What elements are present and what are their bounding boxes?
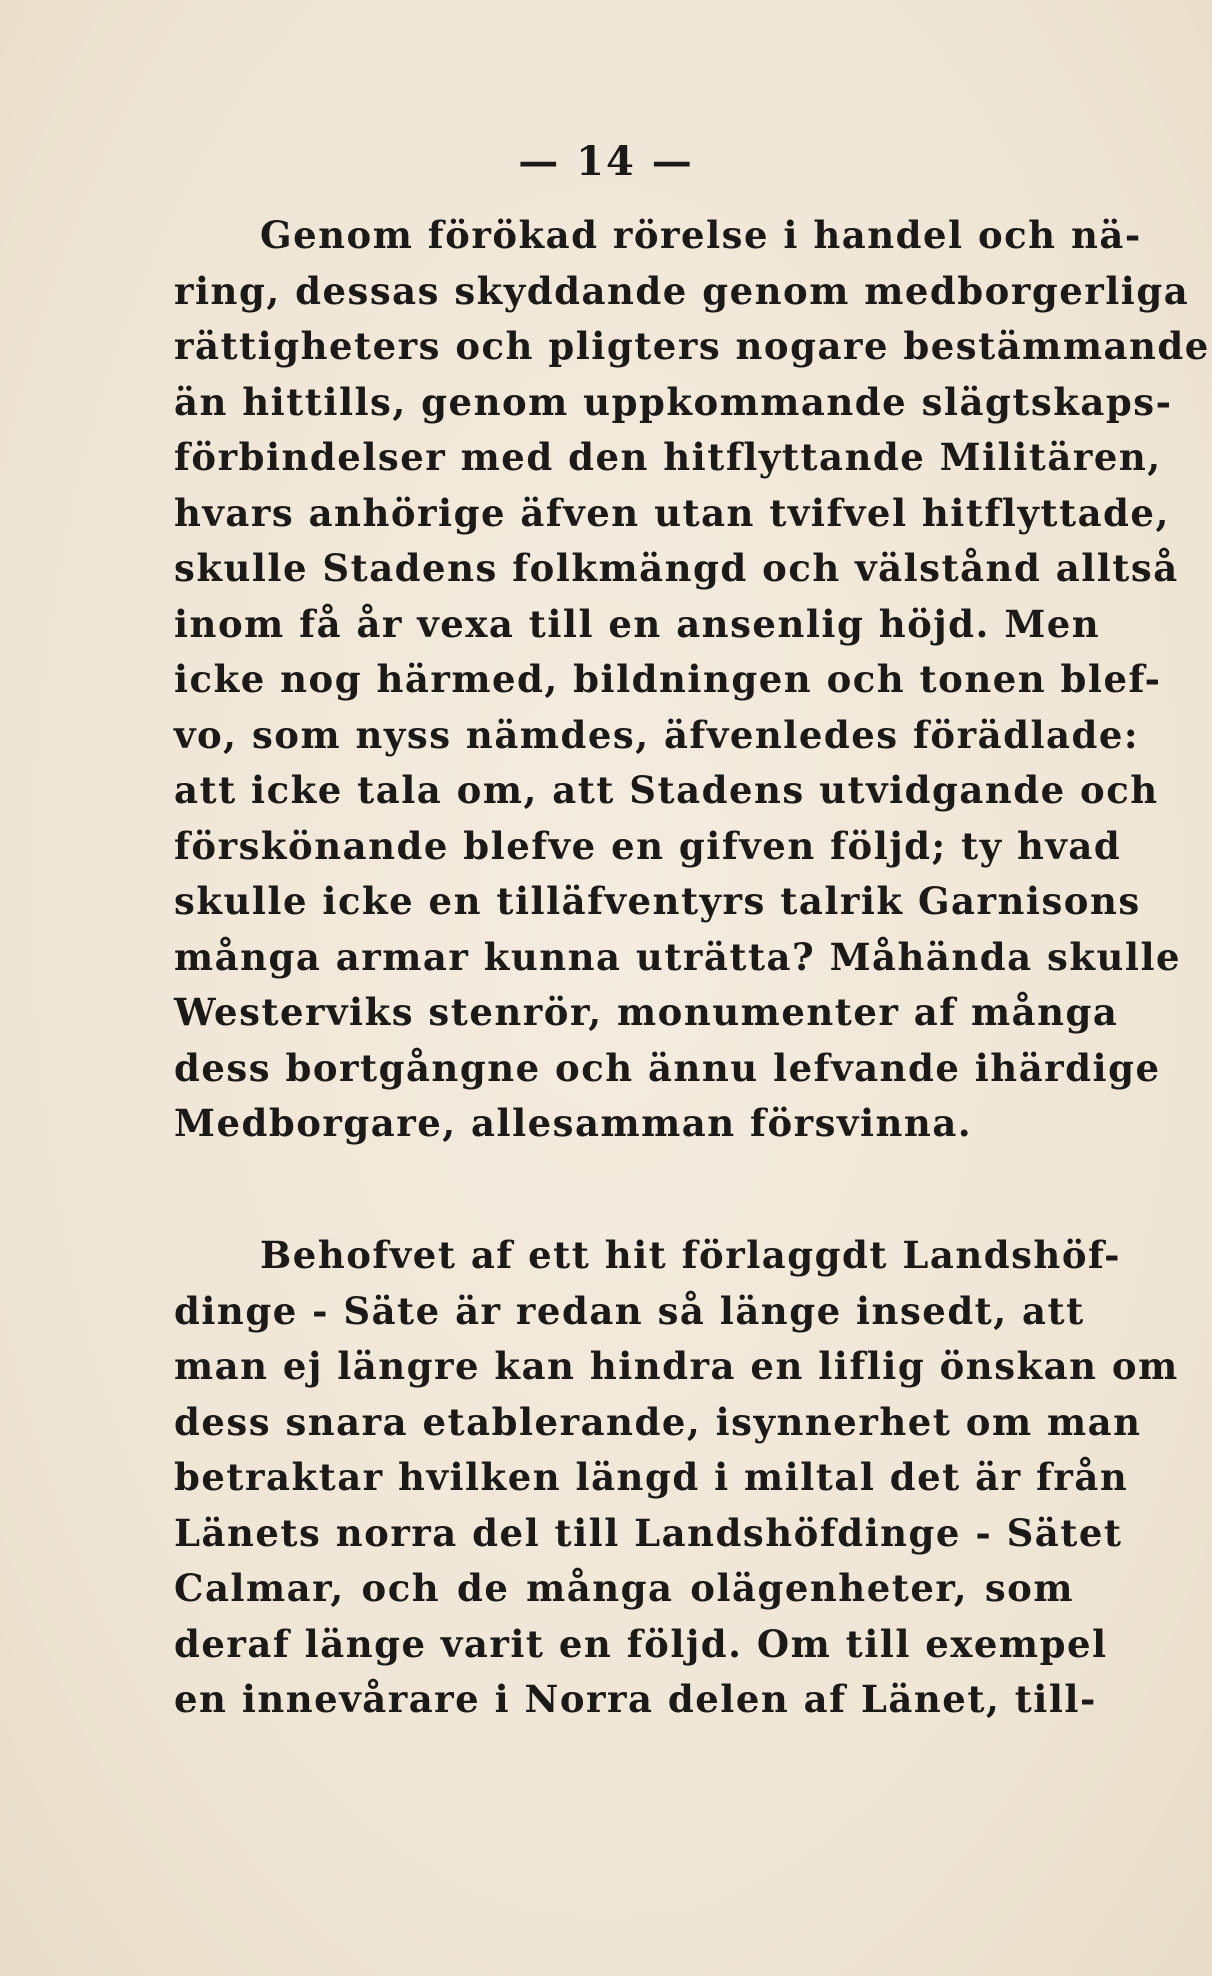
text-line: en innevårare i Norra delen af Länet, till- <box>174 1677 1097 1721</box>
page-number: — 14 — <box>518 138 694 185</box>
paragraph-1 <box>174 208 1210 1152</box>
text-line: man ej längre kan hindra en liflig önskan om <box>174 1344 1179 1388</box>
text-line: ring, dessas skyddande genom medborgerliga <box>174 268 1190 313</box>
text-line: Genom förökad rörelse i handel och nä- <box>260 213 1142 257</box>
text-line: rättigheters och pligters nogare bestämmande <box>174 324 1210 368</box>
text-line: Medborgare, allesamman försvinna. <box>174 1101 973 1145</box>
text-line: deraf länge varit en följd. Om till exempel <box>174 1621 1108 1666</box>
text-line: än hittills, genom uppkommande slägtskaps- <box>174 379 1173 424</box>
text-line: förbindelser med den hitflyttande Militären, <box>174 435 1162 479</box>
text-line: inom få år vexa till en ansenlig höjd. Men <box>174 601 1101 646</box>
text-line: Westerviks stenrör, monumenter af många <box>174 990 1119 1034</box>
text-line: hvars anhörige äfven utan tvifvel hitflyttade, <box>174 490 1170 535</box>
text-line: dess bortgångne och ännu lefvande ihärdige <box>174 1045 1161 1090</box>
text-line: skulle icke en tilläfventyrs talrik Garnisons <box>174 879 1141 923</box>
text-line: dess snara etablerande, isynnerhet om man <box>174 1399 1142 1444</box>
text-line: förskönande blefve en gifven följd; ty hvad <box>174 823 1122 868</box>
text-line: Behofvet af ett hit förlaggdt Landshöf- <box>260 1233 1121 1277</box>
text-line: skulle Stadens folkmängd och välstånd alltså <box>174 546 1179 590</box>
text-line: Calmar, och de många olägenheter, som <box>174 1566 1074 1610</box>
text-line: att icke tala om, att Stadens utvidgande och <box>174 768 1159 812</box>
text-line: betraktar hvilken längd i miltal det är från <box>174 1455 1129 1499</box>
paragraph-2 <box>174 1228 1179 1728</box>
text-line: icke nog härmed, bildningen och tonen blef- <box>174 657 1162 701</box>
text-line: många armar kunna uträtta? Måhända skulle <box>174 934 1182 979</box>
text-line: Länets norra del till Landshöfdinge - Sätet <box>174 1510 1123 1555</box>
text-line: dinge - Säte är redan så länge insedt, att <box>174 1288 1085 1333</box>
text-line: vo, som nyss nämdes, äfvenledes förädlade: <box>174 712 1140 757</box>
